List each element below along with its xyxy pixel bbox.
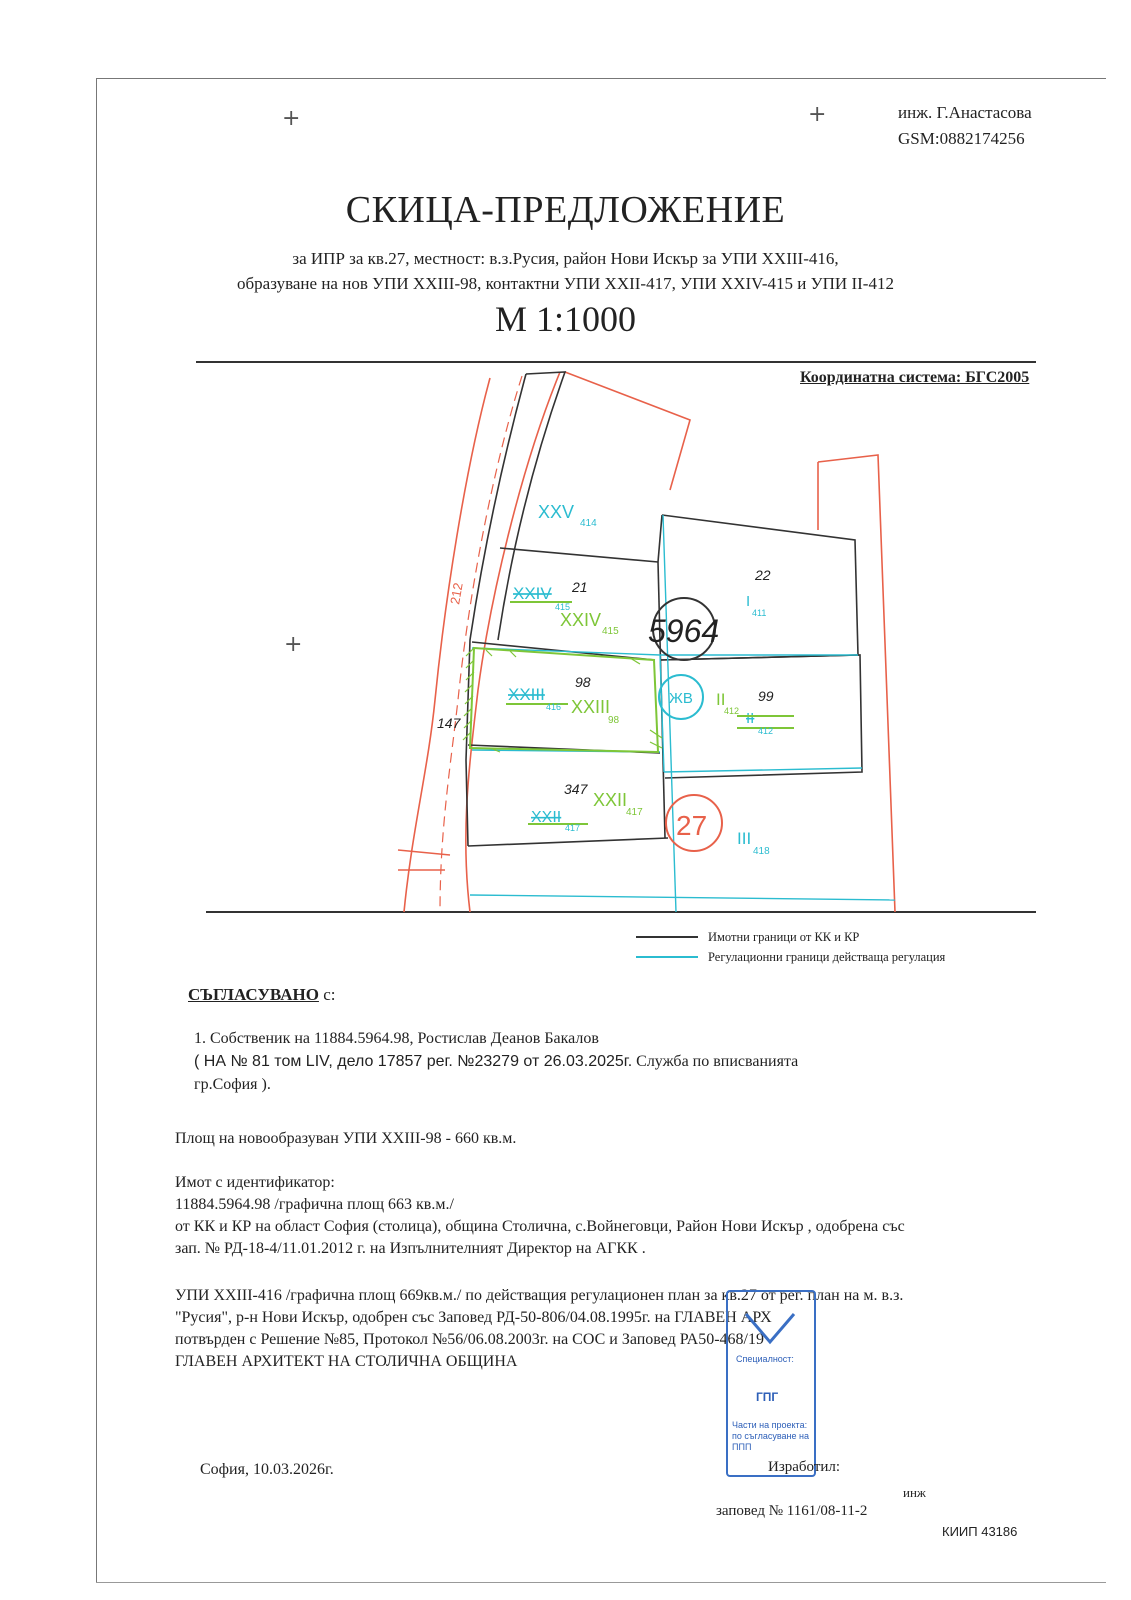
- subtitle-line-1: за ИПР за кв.27, местност: в.з.Русия, район Нови Искър за УПИ XXIII-416,: [292, 249, 839, 268]
- agreed-label: СЪГЛАСУВАНО: [188, 985, 319, 1004]
- street-centerline: [440, 376, 522, 912]
- building-label: ЖВ: [669, 690, 693, 707]
- plot-ii-label: II: [716, 690, 726, 709]
- legend-item-cadastre: [636, 927, 945, 947]
- proposed-plot-hatching: [463, 648, 662, 752]
- plot-xxiv-old-label: XXIV: [513, 584, 552, 603]
- identifier-line-2: 11884.5964.98 /графична площ 663 кв.м./: [175, 1196, 454, 1213]
- plot-xxiii-new-label: XXIII: [571, 697, 611, 717]
- identifier-line-1: Имот с идентификатор:: [175, 1174, 335, 1191]
- plot-98-number: 98: [575, 674, 591, 690]
- frame-bottom-border: [96, 1582, 1106, 1583]
- plot-21-number: 21: [572, 579, 588, 595]
- map-scale: M 1:1000: [494, 299, 636, 339]
- regulation-line: [660, 655, 664, 772]
- registration-mark-icon: +: [284, 632, 303, 657]
- engineer-name: инж. Г.Анастасова: [898, 103, 1032, 122]
- new-plot-area: Площ на новообразуван УПИ XXIII-98 - 660 кв.м.: [175, 1130, 517, 1147]
- block-east-edge: [818, 455, 895, 912]
- plot-xxv-label: XXV: [538, 502, 575, 522]
- cadastre-line: [658, 515, 662, 562]
- agreed-suffix: с:: [318, 985, 336, 1004]
- frame-top-border: [96, 78, 1106, 79]
- stamp-parts: Части на проекта: по съгласуване на ППП: [732, 1420, 809, 1452]
- plot-i-sub: 411: [752, 608, 767, 618]
- legend-item-regulation: [636, 947, 945, 967]
- plot-xxiii-old-sub: 416: [546, 702, 562, 712]
- upi-line-3: потвърден с Решение №85, Протокол №56/06.08.2003г. на СОС и Заповед РА50-468/19: [175, 1331, 764, 1348]
- cadastre-boundaries: [466, 372, 862, 846]
- owner-line-2c: Служба по вписванията: [632, 1053, 799, 1070]
- engineer-phone: GSM:0882174256: [898, 129, 1025, 148]
- plot-347-number: 347: [564, 781, 588, 797]
- agreed-heading: [188, 985, 335, 1005]
- street-number-2: 147: [437, 715, 461, 731]
- plot-xxv-sub: 414: [580, 518, 597, 529]
- plot-xxii-old-sub: 417: [565, 823, 581, 833]
- plot-xxiv-new-label: XXIV: [560, 610, 602, 630]
- legend-swatch: [636, 936, 698, 938]
- stamp-logo-icon: [740, 1308, 800, 1348]
- engineer-stamp: [726, 1290, 816, 1477]
- plot-ii-old-label: II: [746, 710, 755, 727]
- upi-line-2: "Русия", р-н Нови Искър, одобрен със Заповед РД-50-806/04.08.1995г. на ГЛАВЕН АРХ: [175, 1309, 772, 1326]
- block-top-edge: [565, 372, 690, 490]
- street-left-edge: [404, 378, 490, 912]
- regulation-line: [664, 768, 862, 772]
- map-legend: [636, 927, 945, 967]
- subtitle-line-2: образуване на нов УПИ XXIII-98, контактни УПИ XXII-417, УПИ XXIV-415 и УПИ II-412: [237, 274, 894, 293]
- registration-mark-icon: +: [282, 106, 301, 131]
- plot-xxiv-old-sub: 415: [555, 602, 571, 612]
- kiip-number: КИИП 43186: [942, 1524, 1018, 1539]
- place-date: София, 10.03.2026г.: [200, 1461, 334, 1478]
- plot-i-label: I: [746, 593, 751, 610]
- plot-xxii-new-label: XXII: [593, 790, 628, 810]
- proposed-plot-boundary: [470, 648, 658, 752]
- block-number: 5964: [648, 613, 720, 649]
- identifier-line-4: зап. № РД-18-4/11.01.2012 г. на Изпълнителният Директор на АГКК .: [175, 1240, 646, 1257]
- coordinate-system: Координатна система: БГС2005: [800, 369, 1030, 386]
- regulation-line: [470, 895, 895, 900]
- owner-block: [194, 1027, 798, 1096]
- order-number: заповед № 1161/08-11-2: [716, 1503, 868, 1519]
- regulation-boundaries: [470, 515, 895, 912]
- legend-swatch: [636, 956, 698, 958]
- cadastral-map: [196, 362, 1046, 922]
- registration-mark-icon: +: [808, 102, 827, 127]
- stamp-overlay-patch: [904, 1300, 1106, 1525]
- stamp-speciality: ГПГ: [756, 1390, 779, 1404]
- plot-99-number: 99: [758, 688, 774, 704]
- made-by-label: Изработил:: [768, 1459, 841, 1475]
- plot-ii-old-sub: 412: [758, 726, 774, 736]
- plot-xxii-new-sub: 417: [626, 807, 643, 818]
- document-title: СКИЦА-ПРЕДЛОЖЕНИЕ: [345, 189, 786, 231]
- cadastre-line: [468, 838, 668, 846]
- upi-line-1: УПИ XXIII-416 /графична площ 669кв.м./ по действащия регулационен план за кв.27 от рег. план на м. в.з.: [175, 1287, 904, 1304]
- plot-xxiii-old-label: XXIII: [508, 685, 545, 704]
- plot-iii-label: III: [737, 829, 752, 848]
- street-number: 212: [447, 581, 466, 606]
- plot-ii-sub: 412: [724, 706, 740, 716]
- owner-line-2: [194, 1050, 798, 1073]
- owner-line-3: гр.София ).: [194, 1076, 271, 1093]
- cadastre-line: [500, 548, 658, 562]
- plot-22-number: 22: [755, 567, 771, 583]
- document-subtitle: [0, 246, 1131, 296]
- plot-xxiii-new-sub: 98: [608, 715, 620, 726]
- engineer-contact: [898, 100, 1032, 152]
- upi-line-4: ГЛАВЕН АРХИТЕКТ НА СТОЛИЧНА ОБЩИНА: [175, 1353, 518, 1370]
- owner-line-1: 1. Собственик на 11884.5964.98, Ростислав Деанов Бакалов: [194, 1030, 599, 1047]
- stamp-speciality-label: Специалност:: [736, 1354, 794, 1364]
- engineer-abbrev: инж: [903, 1485, 926, 1500]
- plot-xxii-old-label: XXII: [531, 809, 562, 826]
- plot-iii-sub: 418: [753, 846, 770, 857]
- owner-line-2a: ( НА № 81 том: [194, 1053, 306, 1070]
- regulation-line: [663, 515, 676, 912]
- legend-item-label: Регулационни граници действаща регулация: [708, 949, 946, 964]
- quarter-number: 27: [676, 810, 708, 841]
- identifier-line-3: от КК и КР на област София (столица), община Столична, с.Войнеговци, Район Нови Искър , одобрена със: [175, 1218, 905, 1235]
- legend-item-label: Имотни граници от КК и КР: [708, 929, 860, 944]
- identifier-block: [175, 1172, 1095, 1260]
- plot-xxiv-new-sub: 415: [602, 626, 619, 637]
- owner-line-2b: LIV, дело 17857 рег. №23279 от 26.03.2025г.: [305, 1053, 633, 1070]
